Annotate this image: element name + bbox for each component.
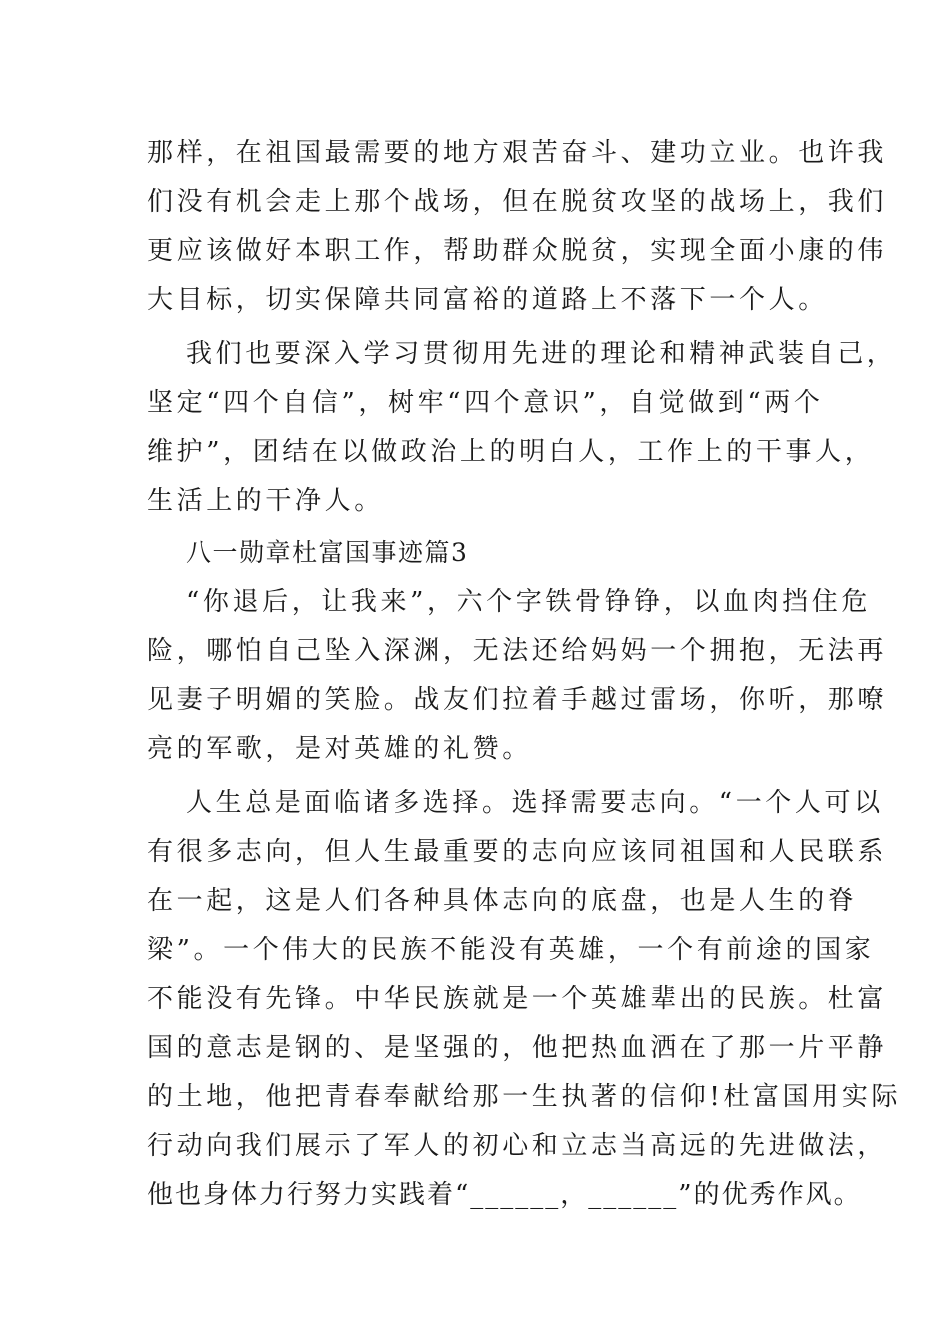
paragraph-line: 有很多志向，但人生最重要的志向应该同祖国和人民联系 <box>147 837 888 867</box>
paragraph-line: 坚定“四个自信”，树牢“四个意识”，自觉做到“两个 <box>147 388 824 418</box>
paragraph-line: 生活上的干净人。 <box>147 486 384 516</box>
paragraph-line: 不能没有先锋。中华民族就是一个英雄辈出的民族。杜富 <box>147 984 888 1014</box>
section-heading: 八一勋章杜富国事迹篇3 <box>186 538 469 567</box>
paragraph-line: 的土地，他把青春奉献给那一生执著的信仰!杜富国用实际 <box>147 1082 902 1112</box>
paragraph-line: 国的意志是钢的、是坚强的，他把热血洒在了那一片平静 <box>147 1033 888 1063</box>
paragraph-line: 在一起，这是人们各种具体志向的底盘，也是人生的脊 <box>147 886 858 916</box>
paragraph-line: 险，哪怕自己坠入深渊，无法还给妈妈一个拥抱，无法再 <box>147 636 888 666</box>
paragraph-line: 梁”。一个伟大的民族不能没有英雄，一个有前途的国家 <box>147 935 875 965</box>
paragraph-line: 见妻子明媚的笑脸。战友们拉着手越过雷场，你听，那嘹 <box>147 685 888 715</box>
paragraph-line: 那样，在祖国最需要的地方艰苦奋斗、建功立业。也许我 <box>147 138 888 168</box>
paragraph-line: 人生总是面临诸多选择。选择需要志向。“一个人可以 <box>186 788 884 818</box>
paragraph-line: 大目标，切实保障共同富裕的道路上不落下一个人。 <box>147 285 828 315</box>
paragraph-line: 行动向我们展示了军人的初心和立志当高远的先进做法， <box>147 1131 888 1161</box>
paragraph-line: 亮的军歌，是对英雄的礼赞。 <box>147 734 532 764</box>
paragraph-line: 维护”，团结在以做政治上的明白人，工作上的干事人， <box>147 437 875 467</box>
paragraph-line: 更应该做好本职工作，帮助群众脱贫，实现全面小康的伟 <box>147 236 888 266</box>
paragraph-line: 他也身体力行努力实践着“______，______”的优秀作风。 <box>147 1180 862 1210</box>
paragraph-line: 我们也要深入学习贯彻用先进的理论和精神武装自己， <box>186 339 897 369</box>
paragraph-line: 们没有机会走上那个战场，但在脱贫攻坚的战场上，我们 <box>147 187 888 217</box>
paragraph-line: “你退后，让我来”，六个字铁骨铮铮，以血肉挡住危 <box>186 587 871 617</box>
